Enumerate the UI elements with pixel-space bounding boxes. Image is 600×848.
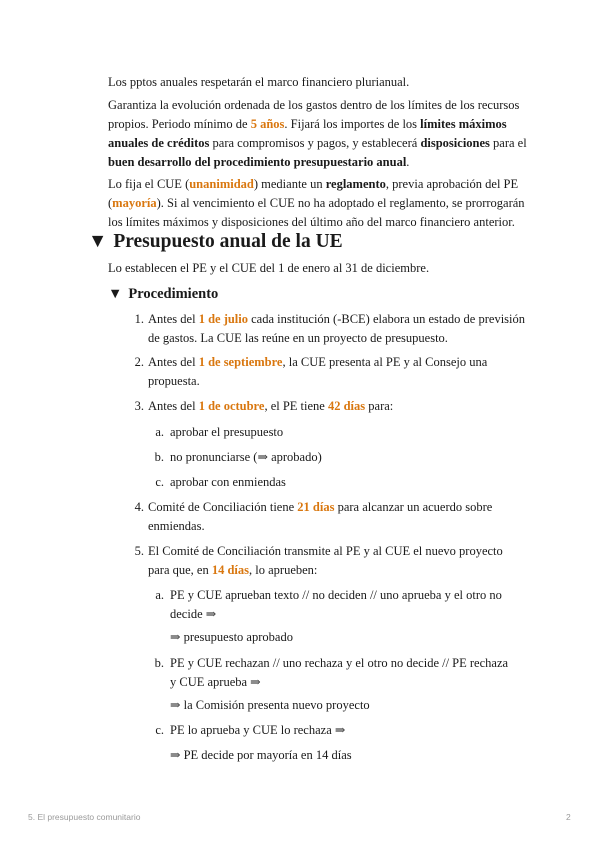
list-text [148, 397, 528, 416]
text-run: ). Si al vencimiento el CUE no ha adoptado el reglamento, se prorrogarán los límites máximos y disposiciones del último año del marco financiero anterior. [108, 196, 525, 229]
text-run: , lo aprueben: [249, 563, 318, 577]
bold-limites: límites máximos anuales de créditos [108, 117, 507, 150]
list-text [148, 353, 488, 391]
section-title: Presupuesto anual de la UE [113, 231, 343, 252]
section-heading[interactable] [88, 229, 343, 255]
highlight-date: 1 de octubre [198, 399, 265, 413]
highlight-days: 42 días [327, 399, 366, 413]
highlight-5-anos: 5 años [250, 117, 285, 131]
bold-reglamento: reglamento [325, 177, 386, 191]
text-run: para alcanzar un acuerdo sobre enmiendas. [148, 500, 493, 533]
list-text [148, 542, 508, 580]
text-run: para: [365, 399, 394, 413]
sub-text: aprobar el presupuesto [170, 425, 284, 439]
footer-page-number: 2 [566, 812, 571, 822]
paragraph-garantiza [108, 96, 528, 172]
list-number: 2. [134, 355, 144, 369]
footer-title: 5. El presupuesto comunitario [28, 812, 141, 822]
sub-text: PE y CUE aprueban texto // no deciden // uno aprueba y el otro no decide ⇒ [170, 588, 502, 621]
highlight-date: 1 de julio [198, 312, 248, 326]
sub-letter: b. [154, 656, 164, 670]
text-run: Antes del [148, 312, 199, 326]
text-run: , el PE tiene [264, 399, 328, 413]
sub-result-5c: ⇒ PE decide por mayoría en 14 días [170, 748, 352, 762]
highlight-date: 1 de septiembre [198, 355, 283, 369]
list-number: 4. [134, 500, 144, 514]
sub-text: no pronunciarse (⇒ aprobado) [170, 450, 322, 464]
sub-text: PE y CUE rechazan // uno rechaza y el otro no decide // PE rechaza y CUE aprueba ⇒ [170, 656, 509, 689]
text-run: , previa aprobación del PE ( [108, 177, 519, 210]
sub-result-5b: ⇒ la Comisión presenta nuevo proyecto [170, 698, 370, 712]
text-run: Antes del [148, 355, 199, 369]
text-run: ) mediante un [253, 177, 326, 191]
subsection-title: Procedimiento [128, 286, 219, 302]
text-run: cada institución (-BCE) elabora un estado de previsión de gastos. La CUE las reúne en un proyecto de presupuesto. [148, 312, 526, 345]
sub-letter: a. [155, 588, 164, 602]
toggle-triangle-icon[interactable]: ▼ [108, 286, 123, 302]
sub-text: PE lo aprueba y CUE lo rechaza ⇒ [170, 723, 346, 737]
text-run: . Fijará los importes de los [284, 117, 421, 131]
text-run: Lo fija el CUE ( [108, 177, 190, 191]
text-run: Antes del [148, 399, 199, 413]
bold-disposiciones: disposiciones [420, 136, 490, 150]
text-run: . [406, 155, 410, 169]
text-run: para el [489, 136, 527, 150]
sub-text: aprobar con enmiendas [170, 475, 286, 489]
highlight-days: 14 días [211, 563, 250, 577]
sub-letter: a. [155, 425, 164, 439]
bold-buen-desarrollo: buen desarrollo del procedimiento presupuestario anual [108, 155, 407, 169]
sub-result-5a: ⇒ presupuesto aprobado [170, 630, 293, 644]
highlight-mayoria: mayoría [112, 196, 157, 210]
toggle-triangle-icon[interactable]: ▼ [88, 231, 108, 252]
list-number: 1. [134, 312, 144, 326]
text-run: Garantiza la evolución ordenada de los gastos dentro de los límites de los recursos propios. Periodo mínimo de [108, 98, 520, 131]
text-run: Comité de Conciliación tiene [148, 500, 298, 514]
highlight-days: 21 días [297, 500, 335, 514]
sub-letter: b. [154, 450, 164, 464]
sub-letter: c. [155, 475, 164, 489]
sub-letter: c. [155, 723, 164, 737]
text-run: , la CUE presenta al PE y al Consejo una propuesta. [148, 355, 488, 388]
section-intro: Lo establecen el PE y el CUE del 1 de enero al 31 de diciembre. [108, 261, 430, 275]
list-number: 5. [134, 544, 144, 558]
list-number: 3. [134, 399, 144, 413]
highlight-unanimidad: unanimidad [189, 177, 254, 191]
list-text [148, 498, 503, 536]
list-text [148, 310, 528, 348]
subsection-heading[interactable] [108, 284, 218, 304]
text-run: El Comité de Conciliación transmite al PE y al CUE el nuevo proyecto para que, en [148, 544, 503, 577]
paragraph-marco: Los pptos anuales respetarán el marco financiero plurianual. [108, 75, 410, 89]
text-run: para compromisos y pagos, y establecerá [209, 136, 421, 150]
paragraph-cue [108, 175, 528, 232]
